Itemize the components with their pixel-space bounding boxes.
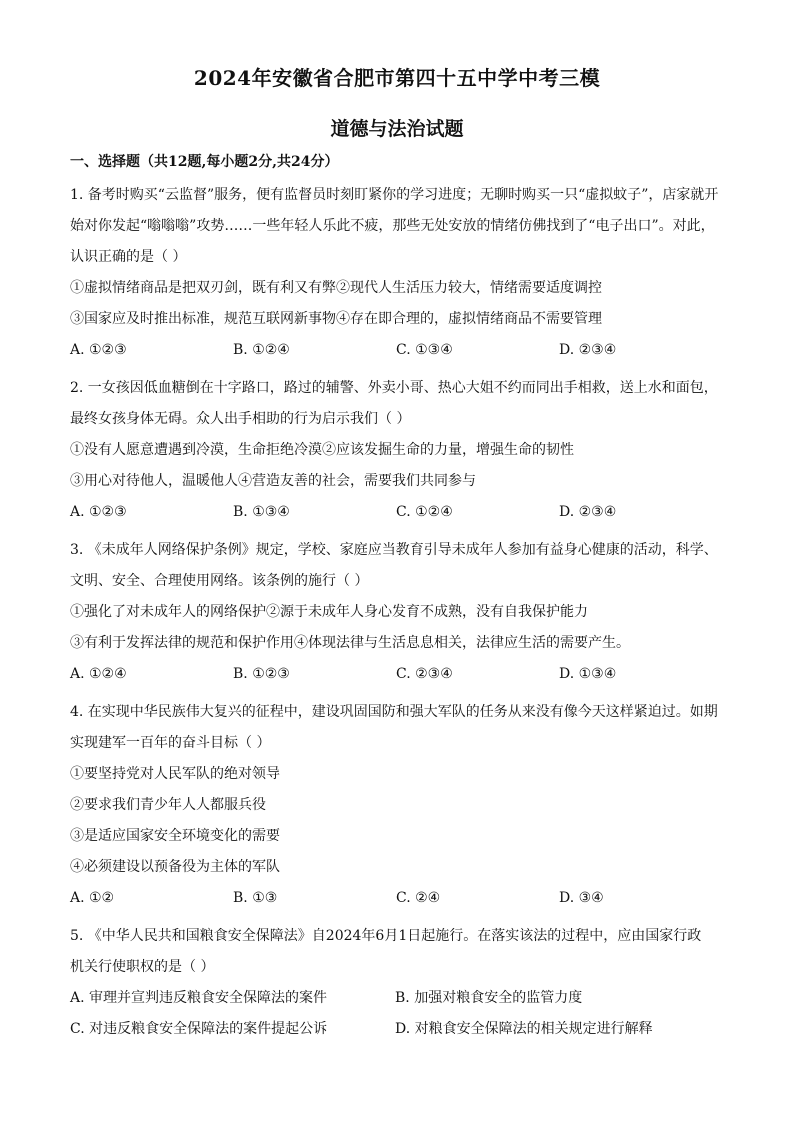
statement-line: ③有利于发挥法律的规范和保护作用④体现法律与生活息息相关，法律应生活的需要产生。	[70, 635, 630, 651]
answer-options	[70, 883, 724, 914]
answer-options-row	[70, 983, 724, 1014]
answer-options	[70, 659, 724, 690]
statement-line: ①没有人愿意遭遇到冷漠，生命拒绝冷漠②应该发掘生命的力量，增强生命的韧性	[70, 442, 574, 458]
question-text-line: 1. 备考时购买“云监督”服务，便有监督员时刻盯紧你的学习进度；无聊时购买一只“虚拟蚊子”，店家就开	[70, 187, 719, 203]
question-4	[70, 697, 724, 914]
question-text-line: 认识正确的是（ ）	[70, 249, 187, 265]
option-d: D. ③④	[559, 890, 604, 906]
question-text-line: 实现建军一百年的奋斗目标（ ）	[70, 735, 271, 751]
option-b: B. ①③	[233, 890, 278, 906]
option-c: C. ②③④	[396, 666, 453, 682]
exam-title: 2024年安徽省合肥市第四十五中学中考三模	[193, 66, 601, 90]
question-text-line: 5. 《中华人民共和国粮食安全保障法》自2024年6月1日起施行。在落实该法的过程中，应由国家行政	[70, 928, 702, 944]
option-a: A. ①②④	[70, 666, 127, 682]
option-b: B. 加强对粮食安全的监管力度	[395, 990, 583, 1006]
option-c: C. ②④	[396, 890, 441, 906]
option-a: A. 审理并宣判违反粮食安全保障法的案件	[70, 990, 328, 1006]
statement-line: ②要求我们青少年人人都服兵役	[70, 797, 266, 813]
statement-line: ①强化了对未成年人的网络保护②源于未成年人身心发育不成熟，没有自我保护能力	[70, 604, 588, 620]
option-d: D. ②③④	[559, 342, 617, 358]
question-text-line: 始对你发起“嗡嗡嗡”攻势……一些年轻人乐此不疲，那些无处安放的情绪仿佛找到了“电子出口”。对此，	[70, 218, 715, 234]
exam-subtitle: 道德与法治试题	[330, 118, 464, 140]
option-d: D. ②③④	[559, 504, 617, 520]
question-1	[70, 180, 724, 366]
answer-options-row	[70, 1014, 724, 1045]
answer-options	[70, 497, 724, 528]
statement-line: ①要坚持党对人民军队的绝对领导	[70, 766, 280, 782]
question-text-line: 文明、安全、合理使用网络。该条例的施行（ ）	[70, 573, 369, 589]
question-5	[70, 921, 724, 1045]
question-text-line: 最终女孩身体无碍。众人出手相助的行为启示我们（ ）	[70, 411, 411, 427]
option-a: A. ①②③	[70, 504, 127, 520]
statement-line: ①虚拟情绪商品是把双刃剑，既有利又有弊②现代人生活压力较大，情绪需要适度调控	[70, 280, 602, 296]
statement-line: ③是适应国家安全环境变化的需要	[70, 828, 280, 844]
question-text-line: 机关行使职权的是（ ）	[70, 959, 215, 975]
question-text-line: 3. 《未成年人网络保护条例》规定，学校、家庭应当教育引导未成年人参加有益身心健康的活动，科学、	[70, 542, 718, 558]
question-text-line: 2. 一女孩因低血糖倒在十字路口，路过的辅警、外卖小哥、热心大姐不约而同出手相救，送上水和面包，	[70, 380, 718, 396]
question-3	[70, 535, 724, 690]
answer-options	[70, 335, 724, 366]
option-b: B. ①③④	[233, 504, 290, 520]
option-a: A. ①②	[70, 890, 115, 906]
statement-line: ④必须建设以预备役为主体的军队	[70, 859, 280, 875]
statement-line: ③用心对待他人，温暖他人④营造友善的社会，需要我们共同参与	[70, 473, 476, 489]
statement-line: ③国家应及时推出标准，规范互联网新事物④存在即合理的，虚拟情绪商品不需要管理	[70, 311, 602, 327]
option-c: C. ①③④	[396, 342, 453, 358]
option-c: C. ①②④	[396, 504, 453, 520]
section-heading: 一、选择题（共12题,每小题2分,共24分）	[70, 154, 339, 170]
option-c: C. 对违反粮食安全保障法的案件提起公诉	[70, 1021, 328, 1037]
option-b: B. ①②③	[233, 666, 290, 682]
option-d: D. 对粮食安全保障法的相关规定进行解释	[395, 1021, 653, 1037]
option-a: A. ①②③	[70, 342, 127, 358]
option-b: B. ①②④	[233, 342, 290, 358]
option-d: D. ①③④	[559, 666, 617, 682]
question-2	[70, 373, 724, 528]
question-text-line: 4. 在实现中华民族伟大复兴的征程中，建设巩固国防和强大军队的任务从来没有像今天这样紧迫过。如期	[70, 704, 718, 720]
